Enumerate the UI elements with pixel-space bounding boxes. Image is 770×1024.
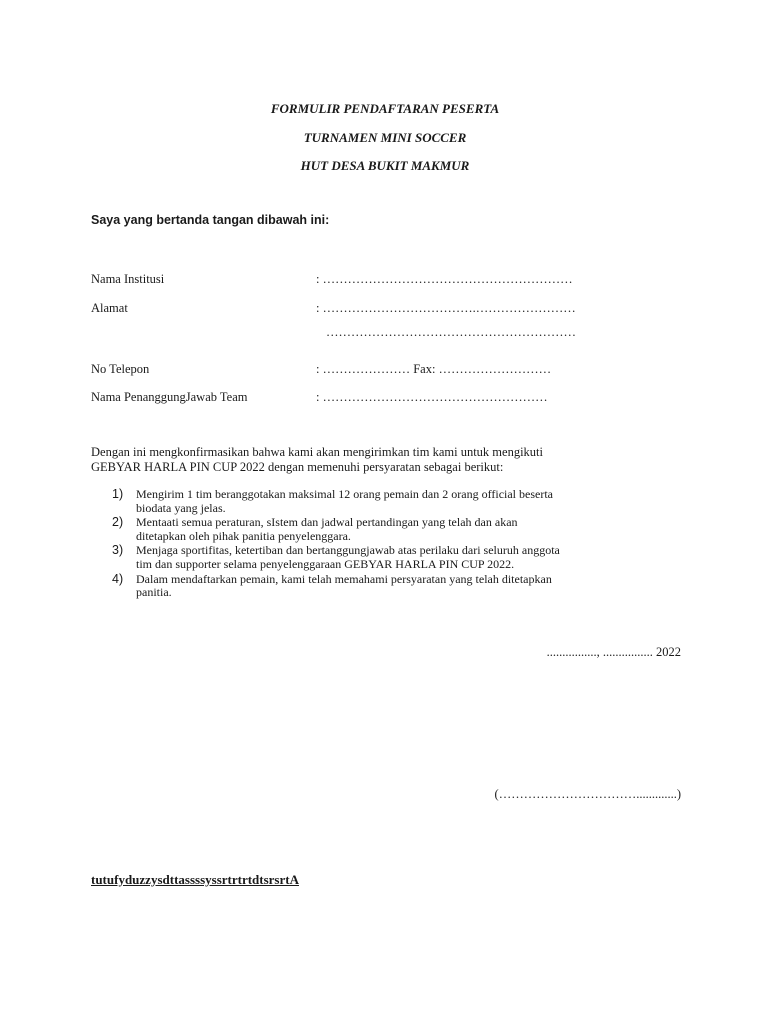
institution-field: : ……………………………………………………: [316, 272, 573, 286]
tournament-title: TURNAMEN MINI SOCCER: [303, 130, 467, 145]
list-number: 3): [112, 543, 124, 558]
list-number: 4): [112, 571, 124, 586]
phone-label: No Telepon: [91, 362, 150, 376]
list-item: [112, 516, 692, 543]
event-title: HUT DESA BUKIT MAKMUR: [300, 158, 470, 173]
list-item-text: Mentaati semua peraturan, sIstem dan jadwal pertandingan yang telah dan akan: [136, 515, 518, 530]
intro-statement: Saya yang bertanda tangan dibawah ini:: [91, 213, 330, 227]
list-item-text: panitia.: [136, 585, 172, 600]
list-item: [112, 544, 692, 571]
list-number: 2): [112, 515, 124, 530]
paragraph-line: Dengan ini mengkonfirmasikan bahwa kami akan mengirimkan tim kami untuk mengikuti: [91, 445, 543, 459]
list-item-text: Menjaga sportifitas, ketertiban dan bertanggungjawab atas perilaku dari seluruh anggota: [136, 543, 560, 558]
list-item-text: Mengirim 1 tim beranggotakan maksimal 12 orang pemain dan 2 orang official beserta: [136, 487, 553, 501]
address-label: Alamat: [91, 301, 128, 315]
list-item-text: Dalam mendaftarkan pemain, kami telah memahami persyaratan yang telah ditetapkan: [136, 571, 552, 586]
pic-label: Nama PenanggungJawab Team: [91, 390, 248, 404]
phone-fax-field: : ………………… Fax: ………………………: [316, 362, 552, 376]
date-line: ................, ................ 2022: [546, 645, 681, 659]
pic-field: : ………………………………………………: [316, 390, 548, 404]
requirements-list: [112, 488, 692, 601]
institution-label: Nama Institusi: [91, 272, 165, 286]
address-field-line2: ……………………………………………………: [326, 325, 576, 339]
address-field-line1: : ……………………………….……………………: [316, 301, 576, 315]
list-item: [112, 573, 692, 600]
list-item-text: tim dan supporter selama penyelenggaraan GEBYAR HARLA PIN CUP 2022.: [136, 556, 515, 571]
list-item-text: ditetapkan oleh pihak panitia penyelenggara.: [136, 528, 351, 543]
list-item: [112, 488, 692, 515]
paragraph-line: GEBYAR HARLA PIN CUP 2022 dengan memenuhi persyaratan sebagai berikut:: [91, 460, 504, 474]
confirmation-paragraph: [91, 445, 681, 475]
form-title: FORMULIR PENDAFTARAN PESERTA: [270, 101, 500, 116]
list-item-text: biodata yang jelas.: [136, 500, 226, 515]
signature-line: (…………………………….............): [494, 787, 681, 801]
list-number: 1): [112, 487, 124, 501]
footer-text: tutufyduzzysdttassssyssrtrtrtdtsrsrtA: [91, 872, 299, 887]
